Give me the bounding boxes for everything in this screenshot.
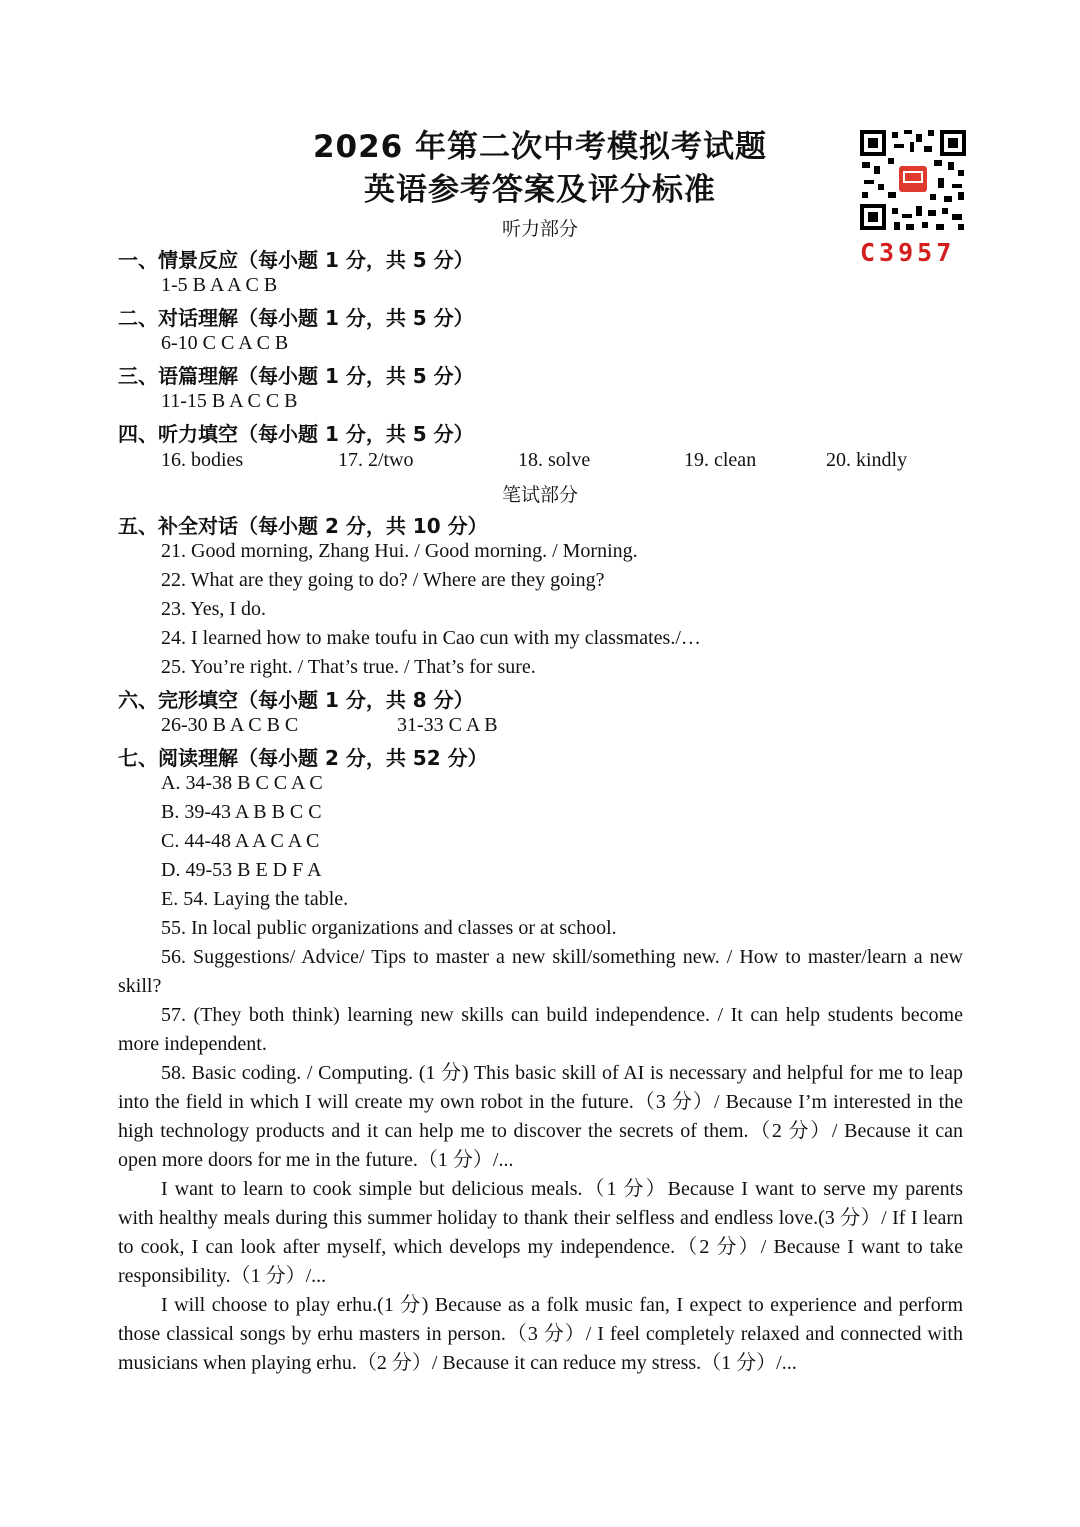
reading-answer-58: 58. Basic coding. / Computing. (1 分) This basic skill of AI is necessary and helpful for me to leap into the field in which I will create my own robot in the future.（3 分）/ Because I’m interested in the high technology products and it can help me to discover the secrets of them.（2 分）/ Because it can open more doors for me in the future.（1 分）/... [118, 1062, 963, 1171]
dialogue-answer-22: 22. What are they going to do? / Where are they going? [161, 569, 605, 591]
blank-answer-17: 17. 2/two [338, 449, 414, 471]
exam-code: C3957 [860, 238, 956, 267]
cloze-answers-26-30: 26-30 B A C B C [161, 714, 299, 736]
reading-answer-58-example-erhu: I will choose to play erhu.(1 分) Because as a folk music fan, I expect to experience and perform those classical songs by erhu masters in person.（3 分）/ I feel completely relaxed and connected with musicians when playing erhu.（2 分）/ Because it can reduce my stress.（1 分）/... [118, 1294, 963, 1374]
section-4-title: 四、听力填空（每小题 1 分，共 5 分） [118, 422, 474, 446]
blank-answer-18: 18. solve [518, 449, 591, 471]
cloze-answers-31-33: 31-33 C A B [397, 714, 498, 736]
section-2-answers: 6-10 C C A C B [161, 332, 289, 354]
page-title: 2026 年第二次中考模拟考试题 [312, 129, 768, 165]
reading-answer-55: 55. In local public organizations and classes or at school. [161, 917, 617, 939]
section-2-title: 二、对话理解（每小题 1 分，共 5 分） [118, 306, 474, 330]
reading-answer-58-example-cook: I want to learn to cook simple but delicious meals.（1 分）Because I want to serve my parents with healthy meals during this summer holiday to thank their selfless and endless love.(3 分）/ If I learn to cook, I can look after myself, which develops my independence.（2 分）/ Because I want to take responsibility.（1 分）/... [118, 1178, 963, 1287]
written-heading: 笔试部分 [501, 484, 578, 506]
dialogue-answer-21: 21. Good morning, Zhang Hui. / Good morning. / Morning. [161, 540, 638, 562]
page-subtitle: 英语参考答案及评分标准 [364, 172, 716, 208]
reading-answers-a: A. 34-38 B C C A C [161, 772, 323, 794]
section-1-title: 一、情景反应（每小题 1 分，共 5 分） [118, 248, 474, 272]
section-5-title: 五、补全对话（每小题 2 分，共 10 分） [118, 514, 488, 538]
blank-answer-19: 19. clean [684, 449, 757, 471]
reading-answers-b: B. 39-43 A B B C C [161, 801, 322, 823]
section-7-title: 七、阅读理解（每小题 2 分，共 52 分） [118, 746, 488, 770]
dialogue-answer-24: 24. I learned how to make toufu in Cao cun with my classmates./… [161, 627, 701, 649]
section-1-answers: 1-5 B A A C B [161, 274, 278, 296]
reading-answers-c: C. 44-48 A A C A C [161, 830, 320, 852]
section-3-title: 三、语篇理解（每小题 1 分，共 5 分） [118, 364, 474, 388]
reading-answer-54: E. 54. Laying the table. [161, 888, 349, 910]
dialogue-answer-23: 23. Yes, I do. [161, 598, 267, 620]
blank-answer-16: 16. bodies [161, 449, 244, 471]
reading-answer-57: 57. (They both think) learning new skills can build independence. / It can help students become more independent. [118, 1004, 963, 1055]
dialogue-answer-25: 25. You’re right. / That’s true. / That’s for sure. [161, 656, 536, 678]
blank-answer-20: 20. kindly [826, 449, 908, 471]
reading-answer-56: 56. Suggestions/ Advice/ Tips to master a new skill/something new. / How to master/learn a new skill? [118, 946, 963, 997]
section-3-answers: 11-15 B A C C B [161, 390, 298, 412]
reading-answers-d: D. 49-53 B E D F A [161, 859, 322, 881]
listening-heading: 听力部分 [501, 218, 578, 240]
section-6-title: 六、完形填空（每小题 1 分，共 8 分） [118, 688, 474, 712]
